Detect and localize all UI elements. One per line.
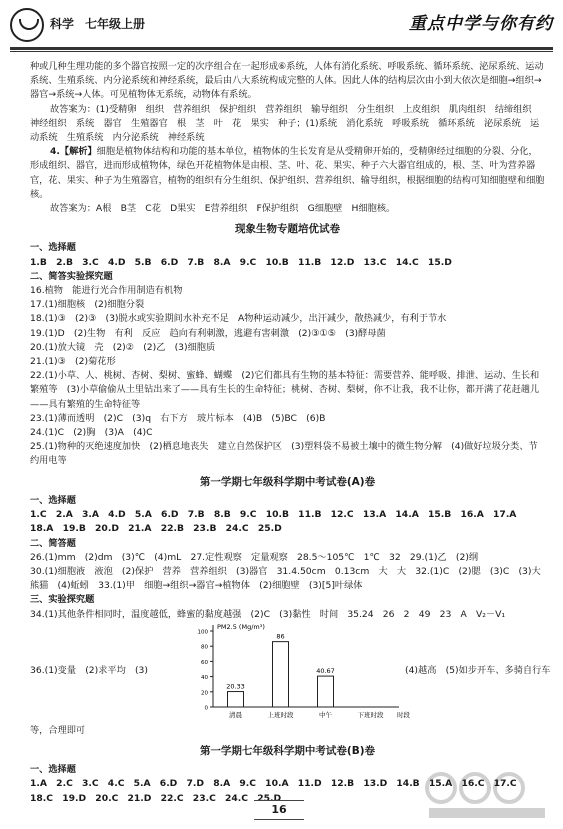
q4-text: 细胞是植物体结构和功能的基本单位，植物体的生长发育是从受精卵开始的，受精卵经过细胞的分裂、分化，形成组织、器官，进而形成植物体，绿色开花植物体是由根、茎、叶、花、果实、种子六大器官组成的，根、茎、叶为营养器官，花、果实、种子为生殖器官，植物的组织有分生组织、保护组织、营养组织、输导组织，根据细胞的结构可知细胞壁和细胞核。 <box>30 146 545 200</box>
answer-21: 21.(1)③ (2)菊花形 <box>30 356 116 368</box>
para-answer-4: 故答案为：A根 B茎 C花 D果实 E营养组织 F保护组织 G细胞壁 H细胞核。 <box>50 203 396 215</box>
q36-block <box>30 622 551 724</box>
answer-25: 25.(1)物种的灭绝速度加快 (2)栖息地丧失 建立自然保护区 (3)塑料袋不易被土壤中的微生物分解 (4)做好垃圾分类、节约用电等 <box>30 441 538 467</box>
smile-logo-icon <box>10 8 44 42</box>
subhead-experiment: 三、实验探究题 <box>30 594 95 606</box>
bar-data-label-0: 20.33 <box>226 682 245 691</box>
y-tick-label-1: 20 <box>201 690 208 697</box>
q4-label: 4.【解析】 <box>50 146 97 158</box>
para-q4 <box>30 145 545 202</box>
y-tick-label-2: 40 <box>201 674 208 681</box>
answer-36-right: (4)越高 (5)如步开车、多骑自行车 <box>405 664 551 676</box>
answer-22: 22.(1)小草、人、桃树、杏树、梨树、蜜蜂、蝴蝶 (2)它们都具有生物的基本特征：需要营养、能呼吸、排泄、运动、生长和繁殖等 (3)小草偷偷从土里钻出来了——具有生长的生命特征；桃树、杏树、梨树，你不让我，我不让你，都开满了花赶趟儿——具有繁殖的生命特征等 <box>30 370 540 410</box>
answer-26: 26.(1)mm (2)dm (3)℃ (4)mL 27.定性观察 定量观察 28.5～105℃ 1℃ 32 29.(1)乙 (2)纲 <box>30 551 479 563</box>
subhead-short-2: 二、简答题 <box>30 537 76 549</box>
answer-23: 23.(1)薄而透明 (2)C (3)q 右下方 玻片标本 (4)B (5)BC (6)B <box>30 412 326 424</box>
x-tick-label-2: 中午 <box>319 710 332 719</box>
answer-36: 36.(1)变量 (2)求平均 (3) <box>30 664 148 676</box>
subhead-choice-2: 一、选择题 <box>30 494 76 506</box>
header-brand: 重点中学与你有约 <box>409 14 553 34</box>
answer-30: 30.(1)细胞液 液泡 (2)保护 营养 营养组织 (3)器官 31.4.50cm 0.13cm 大 大 32.(1)C (2)腮 (3)C (3)大熊猫 (4)蚯蚓 33.(1)甲 细胞→组织→器官→植物体 (2)细胞壁 (3)[5]叶绿体 <box>30 565 541 592</box>
bar-1 <box>273 641 289 706</box>
answer-etc: 等，合理即可 <box>30 724 86 736</box>
x-tick-label-1: 上班时段 <box>267 710 294 719</box>
x-tick-label-3: 下班时段 <box>357 710 384 719</box>
answer-24: 24.(1)C (2)胸 (3)A (4)C <box>30 427 153 439</box>
answer-content <box>30 60 551 806</box>
section-title-3: 第一学期七年级科学期中考试卷(B)卷 <box>199 744 376 757</box>
subhead-choice-1: 一、选择题 <box>30 242 76 254</box>
section-title-1: 现象生物专题培优试卷 <box>235 223 340 236</box>
subhead-short-1: 二、简答实验探究题 <box>30 270 113 282</box>
section-title-2: 第一学期七年级科学期中考试卷(A)卷 <box>199 475 376 488</box>
bar-data-label-1: 86 <box>276 632 285 641</box>
answers-choice-3a: 1.A 2.C 3.C 4.C 5.A 6.D 7.D 8.A 9.C 10.A 11.D 12.B 13.D 14.B 15.A 16.C 17.C <box>30 778 517 790</box>
header-rule-thin <box>10 51 553 52</box>
page-header <box>0 0 563 58</box>
para-answer-3: 故答案为：(1)受精卵 组织 营养组织 保护组织 营养组织 输导组织 分生组织 上皮组织 肌肉组织 结缔组织 神经组织 系统 器官 生殖器官 根 茎 叶 花 果实 种子；(1)系统 消化系统 呼吸系统 循环系统 泌尿系统 运动系统 生殖系统 内分泌系统 神经系统 <box>30 103 541 144</box>
answer-20: 20.(1)放大镜 壳 (2)② (2)乙 (3)细胞质 <box>30 341 216 353</box>
y-tick-label-5: 100 <box>197 629 208 636</box>
answer-17: 17.(1)细胞核 (2)细胞分裂 <box>30 299 145 311</box>
para-structure: 种或几种生理功能的多个器官按照一定的次序组合在一起形成⑥系统，人体有消化系统、呼吸系统、循环系统、泌尿系统、运动系统、生殖系统、内分泌系统和神经系统，最后由八大系统构成完整的人体。因此人体的结构层次由小到大依次是细胞→组织→器官→系统→人体。可见植物体无系统，动物体有系统。 <box>30 61 544 101</box>
answers-choice-2a: 1.C 2.A 3.A 4.D 5.A 6.D 7.B 8.B 9.C 10.B 11.B 12.C 13.A 14.A 15.B 16.A 17.A <box>30 509 517 521</box>
answer-16: 16.植物 能进行光合作用制造有机物 <box>30 285 183 297</box>
page-number: 16 <box>254 800 304 820</box>
header-subject: 科学 <box>50 17 75 31</box>
bar-0 <box>228 691 244 706</box>
answers-choice-2b: 18.A 19.B 20.D 21.A 22.B 23.B 24.C 25.D <box>30 523 282 535</box>
pm25-bar-chart <box>195 621 410 725</box>
answers-choice-3b: 18.C 19.D 20.C 21.D 22.C 23.C 24.C 25.D <box>30 792 282 804</box>
answers-choice-1: 1.B 2.B 3.C 4.D 5.B 6.D 7.B 8.A 9.C 10.B 11.B 12.D 13.C 14.C 15.D <box>30 256 452 268</box>
header-rule <box>10 47 553 50</box>
x-axis-label: 时段 <box>397 710 410 719</box>
y-axis-label: PM2.5 (Mg/m³) <box>217 622 265 631</box>
answer-34: 34.(1)其他条件相同时，温度越低，蜂蜜的黏度越强 (2)C (3)黏性 时间 35.24 26 2 49 23 A V₂－V₁ <box>30 608 506 620</box>
y-tick-label-0: 0 <box>204 705 208 712</box>
answer-19: 19.(1)D (2)生物 有利 反应 趋向有利刺激，逃避有害刺激 (2)③①⑤ (3)酵母菌 <box>30 327 386 339</box>
bar-data-label-2: 40.67 <box>316 666 335 675</box>
subhead-choice-3: 一、选择题 <box>30 764 76 776</box>
bar-2 <box>318 676 334 707</box>
watermark-logo-icon <box>423 768 553 823</box>
y-tick-label-3: 60 <box>201 659 208 666</box>
x-tick-label-0: 清晨 <box>229 710 242 719</box>
answer-18: 18.(1)③ (2)③ (3)脱水或实验期间水补充不足 A物种运动减少，出汗减少，散热减少，有利于节水 <box>30 313 447 325</box>
y-tick-label-4: 80 <box>201 644 208 651</box>
header-grade: 七年级上册 <box>85 17 146 31</box>
